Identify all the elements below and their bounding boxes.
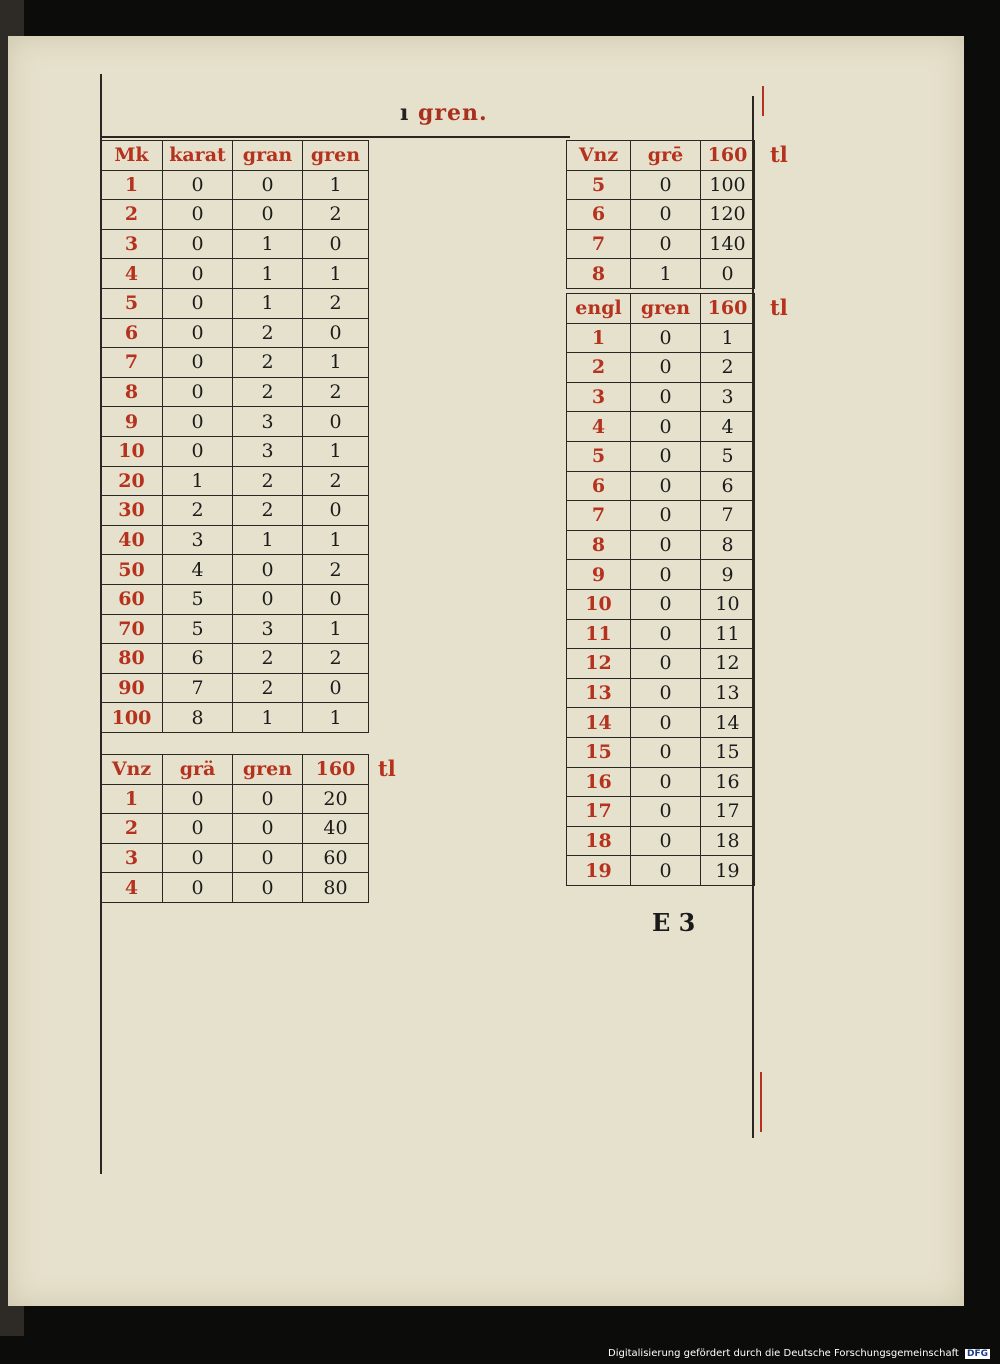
table-cell: 2 [233,466,303,496]
table-header-row [101,755,369,785]
table-row [101,614,369,644]
row-key-cell: 1 [101,784,163,814]
table-cell: 0 [631,737,701,767]
table-cell: 2 [303,466,369,496]
table-row [567,856,755,886]
row-key-cell: 30 [101,496,163,526]
table-cell: 7 [163,673,233,703]
table-cell: 0 [631,323,701,353]
row-key-cell: 100 [101,703,163,733]
table-cell: 2 [701,353,755,383]
table-cell: 0 [163,259,233,289]
table-cell: 11 [701,619,755,649]
table-cell: 0 [163,407,233,437]
table-cell: 3 [163,525,233,555]
table-cell: 3 [701,382,755,412]
table-right-bottom-note: tl [770,295,788,320]
dfg-logo-badge: DFG [967,1349,989,1359]
row-key-cell: 4 [101,873,163,903]
footer-credit-text: Digitalisierung gefördert durch die Deutsche Forschungsgemeinschaft [608,1348,959,1359]
table-cell: 0 [163,814,233,844]
table-cell: 1 [233,525,303,555]
row-key-cell: 90 [101,673,163,703]
header-rule [100,136,570,138]
row-key-cell: 20 [101,466,163,496]
table-row [567,649,755,679]
table-cell: 0 [631,589,701,619]
table-cell: 1 [233,288,303,318]
table-cell: 8 [701,530,755,560]
table-cell: 14 [701,708,755,738]
table-cell: 0 [631,471,701,501]
table-cell: 0 [233,584,303,614]
table-row [567,170,755,200]
table-row [101,229,369,259]
column-header: engl [567,294,631,324]
row-key-cell: 7 [567,501,631,531]
table-left-bottom [100,754,369,903]
table-cell: 0 [631,441,701,471]
table-row [567,530,755,560]
row-key-cell: 6 [101,318,163,348]
page-title [400,100,488,126]
table-cell: 0 [163,318,233,348]
table-cell: 0 [233,873,303,903]
row-key-cell: 14 [567,708,631,738]
table-cell: 0 [631,797,701,827]
table-row [567,708,755,738]
column-header: Vnz [567,141,631,171]
table-cell: 2 [233,496,303,526]
table-row [101,873,369,903]
table-cell: 15 [701,737,755,767]
row-key-cell: 3 [567,382,631,412]
table-cell: 5 [701,441,755,471]
table-row [101,377,369,407]
table-right-top-body [567,141,755,289]
table-cell: 0 [631,200,701,230]
page-title-mark: ı [400,100,410,126]
table-cell: 0 [233,843,303,873]
row-key-cell: 6 [567,200,631,230]
row-key-cell: 10 [567,589,631,619]
row-key-cell: 3 [101,843,163,873]
table-row [101,466,369,496]
column-header: gren [303,141,369,171]
table-row [567,353,755,383]
table-cell: 4 [701,412,755,442]
table-row [101,555,369,585]
column-header: grä [163,755,233,785]
table-cell: 0 [163,843,233,873]
table-cell: 60 [303,843,369,873]
table-row [567,619,755,649]
table-cell: 12 [701,649,755,679]
row-key-cell: 4 [101,259,163,289]
table-cell: 8 [163,703,233,733]
table-row [101,288,369,318]
column-header: gran [233,141,303,171]
table-header-row [567,294,755,324]
table-cell: 0 [631,560,701,590]
table-cell: 9 [701,560,755,590]
table-cell: 1 [163,466,233,496]
table-header-row [567,141,755,171]
margin-red-mark [762,86,764,116]
table-cell: 0 [163,200,233,230]
row-key-cell: 80 [101,644,163,674]
row-key-cell: 5 [567,170,631,200]
table-row [101,436,369,466]
table-cell: 0 [303,407,369,437]
row-key-cell: 13 [567,678,631,708]
row-key-cell: 40 [101,525,163,555]
table-cell: 1 [233,229,303,259]
table-cell: 2 [303,555,369,585]
row-key-cell: 19 [567,856,631,886]
table-cell: 0 [303,318,369,348]
column-header: Vnz [101,755,163,785]
table-cell: 0 [631,708,701,738]
table-cell: 0 [163,288,233,318]
table-cell: 10 [701,589,755,619]
table-right-bottom [566,293,755,886]
table-cell: 17 [701,797,755,827]
row-key-cell: 50 [101,555,163,585]
table-row [101,318,369,348]
table-cell: 0 [163,229,233,259]
table-cell: 2 [163,496,233,526]
table-cell: 0 [163,348,233,378]
column-header: 160 [701,141,755,171]
table-row [101,496,369,526]
table-cell: 40 [303,814,369,844]
table-row [567,767,755,797]
table-row [101,673,369,703]
row-key-cell: 11 [567,619,631,649]
table-left-top-body [101,141,369,733]
row-key-cell: 2 [567,353,631,383]
row-key-cell: 5 [101,288,163,318]
table-cell: 80 [303,873,369,903]
table-cell: 0 [631,619,701,649]
table-cell: 0 [631,382,701,412]
table-cell: 120 [701,200,755,230]
table-cell: 2 [233,644,303,674]
column-header: 160 [701,294,755,324]
table-header-row [101,141,369,171]
table-cell: 100 [701,170,755,200]
row-key-cell: 8 [567,530,631,560]
table-cell: 0 [233,200,303,230]
table-cell: 140 [701,229,755,259]
table-row [101,784,369,814]
table-right-bottom-body [567,294,755,886]
row-key-cell: 1 [101,170,163,200]
table-cell: 19 [701,856,755,886]
table-right-top [566,140,755,289]
table-cell: 0 [631,678,701,708]
table-cell: 0 [631,501,701,531]
table-cell: 0 [233,170,303,200]
table-cell: 0 [233,784,303,814]
table-cell: 0 [303,673,369,703]
table-cell: 2 [303,200,369,230]
table-cell: 1 [303,436,369,466]
column-header: 160 [303,755,369,785]
column-header: karat [163,141,233,171]
table-left-top [100,140,369,733]
table-cell: 0 [631,170,701,200]
table-cell: 0 [163,436,233,466]
row-key-cell: 6 [567,471,631,501]
table-cell: 0 [303,229,369,259]
table-cell: 0 [303,584,369,614]
table-cell: 1 [303,525,369,555]
table-row [101,407,369,437]
table-cell: 0 [163,784,233,814]
table-row [567,259,755,289]
margin-red-mark-lower [760,1072,762,1132]
table-cell: 4 [163,555,233,585]
table-cell: 16 [701,767,755,797]
row-key-cell: 2 [101,200,163,230]
table-cell: 2 [233,348,303,378]
row-key-cell: 2 [101,814,163,844]
row-key-cell: 9 [101,407,163,437]
table-row [101,170,369,200]
table-cell: 0 [233,555,303,585]
table-row [101,200,369,230]
table-cell: 1 [303,170,369,200]
row-key-cell: 8 [101,377,163,407]
table-cell: 6 [701,471,755,501]
table-row [101,584,369,614]
table-cell: 18 [701,826,755,856]
table-cell: 0 [631,826,701,856]
table-cell: 2 [303,644,369,674]
column-header: Mk [101,141,163,171]
table-row [101,843,369,873]
table-cell: 1 [303,259,369,289]
table-cell: 3 [233,436,303,466]
table-cell: 5 [163,584,233,614]
table-row [567,797,755,827]
table-row [101,703,369,733]
row-key-cell: 9 [567,560,631,590]
row-key-cell: 17 [567,797,631,827]
table-cell: 5 [163,614,233,644]
row-key-cell: 12 [567,649,631,679]
table-cell: 1 [303,703,369,733]
table-cell: 1 [631,259,701,289]
table-row [101,644,369,674]
table-cell: 6 [163,644,233,674]
table-row [567,412,755,442]
table-cell: 1 [233,259,303,289]
table-cell: 0 [631,353,701,383]
table-cell: 0 [163,873,233,903]
table-cell: 2 [303,288,369,318]
page-title-text: gren. [418,100,488,126]
table-row [567,826,755,856]
table-cell: 2 [303,377,369,407]
table-row [567,323,755,353]
table-cell: 0 [631,412,701,442]
table-row [567,382,755,412]
footer-credit [608,1348,990,1359]
row-key-cell: 70 [101,614,163,644]
table-row [567,441,755,471]
table-row [567,471,755,501]
row-key-cell: 5 [567,441,631,471]
table-cell: 7 [701,501,755,531]
table-row [101,525,369,555]
table-cell: 0 [631,856,701,886]
table-cell: 0 [163,170,233,200]
row-key-cell: 4 [567,412,631,442]
table-row [567,737,755,767]
table-cell: 0 [303,496,369,526]
table-cell: 0 [631,767,701,797]
table-cell: 1 [701,323,755,353]
table-row [101,259,369,289]
table-row [567,501,755,531]
row-key-cell: 3 [101,229,163,259]
table-cell: 1 [233,703,303,733]
table-left-bottom-body [101,755,369,903]
row-key-cell: 60 [101,584,163,614]
table-cell: 0 [233,814,303,844]
table-cell: 0 [701,259,755,289]
table-left-bottom-note: tl [378,756,396,781]
table-row [101,348,369,378]
row-key-cell: 7 [567,229,631,259]
table-row [567,560,755,590]
row-key-cell: 16 [567,767,631,797]
row-key-cell: 7 [101,348,163,378]
table-cell: 2 [233,377,303,407]
row-key-cell: 8 [567,259,631,289]
table-cell: 0 [163,377,233,407]
row-key-cell: 18 [567,826,631,856]
column-header: gren [233,755,303,785]
row-key-cell: 1 [567,323,631,353]
table-cell: 13 [701,678,755,708]
table-cell: 3 [233,614,303,644]
column-header: gren [631,294,701,324]
table-cell: 20 [303,784,369,814]
signature-mark: E 3 [652,908,696,937]
table-cell: 2 [233,673,303,703]
row-key-cell: 10 [101,436,163,466]
table-row [567,678,755,708]
table-row [567,200,755,230]
table-row [567,589,755,619]
table-cell: 0 [631,229,701,259]
table-cell: 1 [303,348,369,378]
table-cell: 2 [233,318,303,348]
table-row [567,229,755,259]
table-cell: 1 [303,614,369,644]
table-row [101,814,369,844]
table-cell: 3 [233,407,303,437]
row-key-cell: 15 [567,737,631,767]
table-right-top-note: tl [770,142,788,167]
column-header: grē [631,141,701,171]
table-cell: 0 [631,649,701,679]
table-cell: 0 [631,530,701,560]
